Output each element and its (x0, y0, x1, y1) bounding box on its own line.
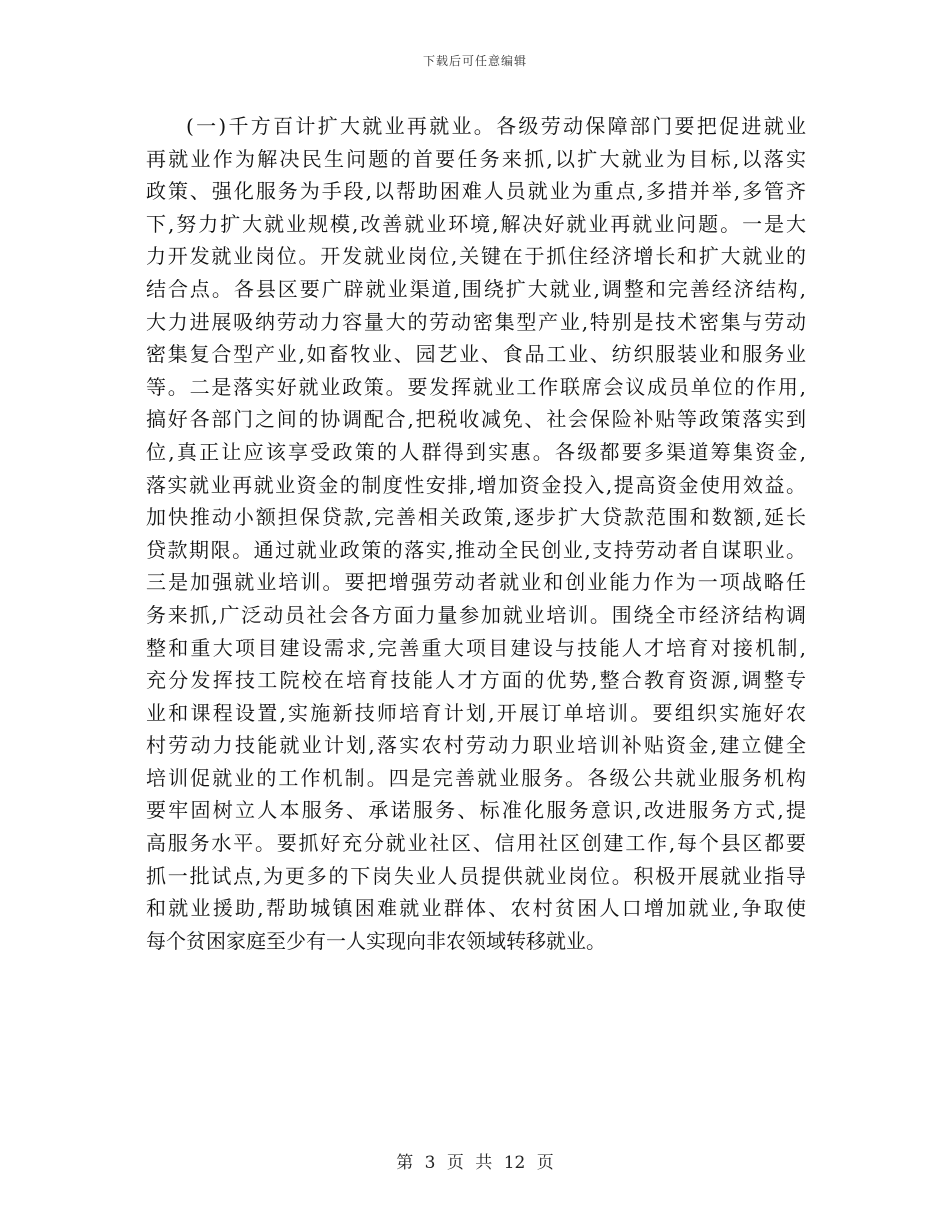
body-line: 贷款期限。通过就业政策的落实,推动全民创业,支持劳动者自谋职业。 (146, 537, 806, 562)
body-line: 整和重大项目建设需求,完善重大项目建设与技能人才培育对接机制, (146, 635, 806, 660)
body-line: 搞好各部门之间的协调配合,把税收减免、社会保险补贴等政策落实到 (146, 407, 806, 432)
body-line: 高服务水平。要抓好充分就业社区、信用社区创建工作,每个县区都要 (146, 831, 806, 856)
body-line: 要牢固树立人本服务、承诺服务、标准化服务意识,改进服务方式,提 (146, 798, 806, 823)
body-line: 务来抓,广泛动员社会各方面力量参加就业培训。围绕全市经济结构调 (146, 602, 806, 627)
body-line: 加快推动小额担保贷款,完善相关政策,逐步扩大贷款范围和数额,延长 (146, 505, 806, 530)
page-header-note: 下载后可任意编辑 (422, 54, 527, 68)
document-body (146, 110, 806, 957)
page-number: 第 3 页 共 12 页 (396, 1153, 554, 1173)
body-line: 抓一批试点,为更多的下岗失业人员提供就业岗位。积极开展就业指导 (146, 863, 806, 888)
body-line: 密集复合型产业,如畜牧业、园艺业、食品工业、纺织服装业和服务业 (146, 342, 806, 367)
body-line: 业和课程设置,实施新技师培育计划,开展订单培训。要组织实施好农 (146, 700, 806, 725)
body-line: 再就业作为解决民生问题的首要任务来抓,以扩大就业为目标,以落实 (146, 146, 806, 171)
body-line: 大力进展吸纳劳动力容量大的劳动密集型产业,特别是技术密集与劳动 (146, 309, 806, 334)
body-line: 三是加强就业培训。要把增强劳动者就业和创业能力作为一项战略任 (146, 570, 806, 595)
body-line: 落实就业再就业资金的制度性安排,增加资金投入,提高资金使用效益。 (146, 472, 806, 497)
body-line: 和就业援助,帮助城镇困难就业群体、农村贫困人口增加就业,争取使 (146, 896, 806, 921)
body-line: 力开发就业岗位。开发就业岗位,关键在于抓住经济增长和扩大就业的 (146, 244, 806, 269)
body-line: 培训促就业的工作机制。四是完善就业服务。各级公共就业服务机构 (146, 765, 806, 790)
body-line: 下,努力扩大就业规模,改善就业环境,解决好就业再就业问题。一是大 (146, 211, 806, 236)
body-line: 村劳动力技能就业计划,落实农村劳动力职业培训补贴资金,建立健全 (146, 733, 806, 758)
body-line: 充分发挥技工院校在培育技能人才方面的优势,整合教育资源,调整专 (146, 668, 806, 693)
body-line: (一)千方百计扩大就业再就业。各级劳动保障部门要把促进就业 (186, 114, 806, 138)
body-line: 等。二是落实好就业政策。要发挥就业工作联席会议成员单位的作用, (146, 374, 806, 399)
body-line: 政策、强化服务为手段,以帮助困难人员就业为重点,多措并举,多管齐 (146, 179, 806, 204)
body-line: 结合点。各县区要广辟就业渠道,围绕扩大就业,调整和完善经济结构, (146, 276, 806, 301)
body-line: 位,真正让应该享受政策的人群得到实惠。各级都要多渠道筹集资金, (146, 439, 806, 464)
body-line: 每个贫困家庭至少有一人实现向非农领域转移就业。 (146, 928, 606, 953)
